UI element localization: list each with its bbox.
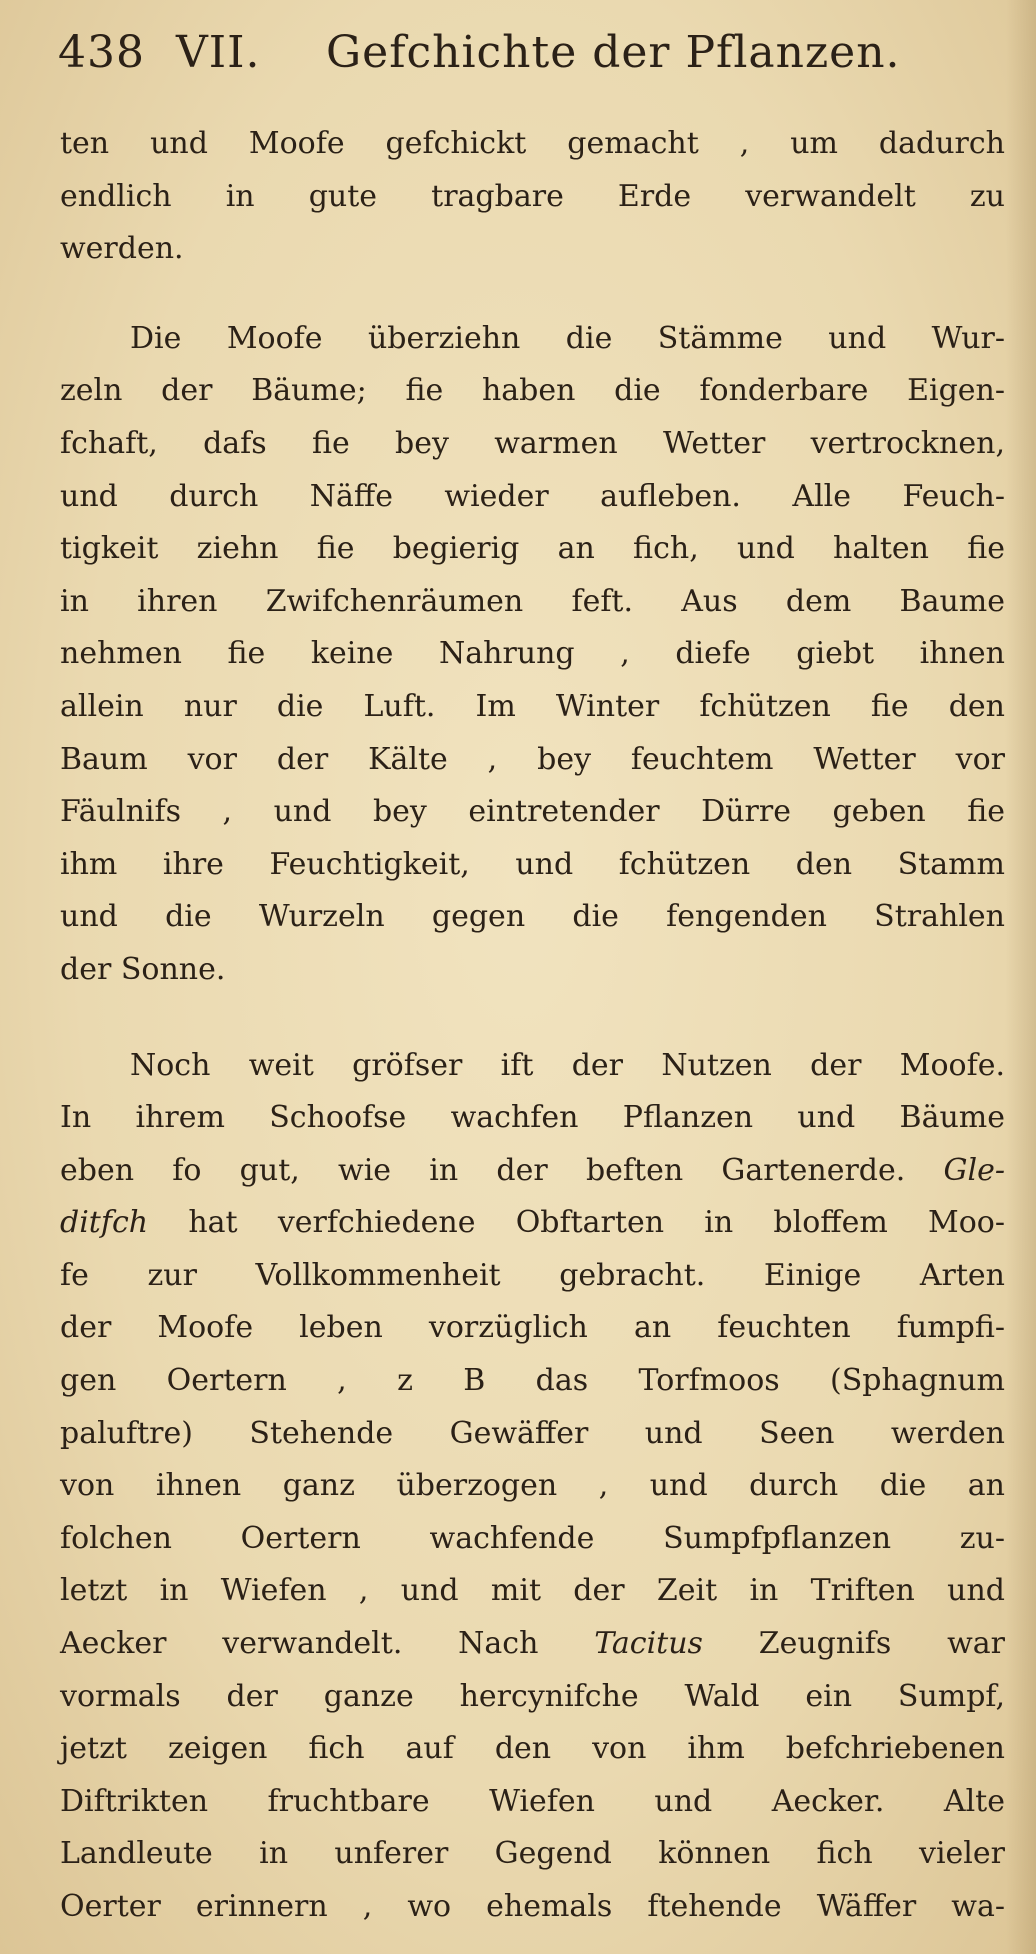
text-line: Diftrikten fruchtbare Wiefen und Aecker. Alte (60, 1783, 1005, 1819)
text-span: Aecker verwandelt. Nach (60, 1626, 539, 1662)
text-line: zeln der Bäume; fie haben die fonderbare Eigen- (60, 373, 1005, 409)
text-line: letzt in Wiefen , und mit der Zeit in Triften und (60, 1573, 1005, 1609)
text-line: und die Wurzeln gegen die fengenden Strahlen (60, 899, 1005, 935)
text-line: fchaft, dafs fie bey warmen Wetter vertrocknen, (60, 425, 1005, 461)
text-span: hat verfchiedene Obftarten in bloffem Moo- (188, 1205, 1005, 1241)
text-line: In ihrem Schoofse wachfen Pflanzen und Bäume (60, 1100, 1005, 1136)
text-line: allein nur die Luft. Im Winter fchützen fie den (60, 688, 1005, 724)
text-span: Zeugnifs war (758, 1626, 1005, 1662)
text-line: jetzt zeigen fich auf den von ihm befchriebenen (60, 1731, 1005, 1767)
text-line: gen Oertern , z B das Torfmoos (Sphagnum (60, 1363, 1005, 1399)
text-line: folchen Oertern wachfende Sumpfpflanzen zu- (60, 1520, 1005, 1556)
text-line: Noch weit gröfser ift der Nutzen der Moofe. (130, 1047, 1005, 1083)
running-title: Gefchichte der Pflanzen. (326, 27, 901, 78)
paragraph-gap (60, 276, 1005, 313)
text-line: und durch Näffe wieder aufleben. Alle Feuch- (60, 478, 1005, 514)
text-line: ten und Moofe gefchickt gemacht , um dadurch (60, 126, 1005, 161)
text-line: endlich in gute tragbare Erde verwandelt zu (60, 178, 1005, 214)
italic-name-tacitus: Tacitus (594, 1626, 703, 1662)
text-line: ihm ihre Feuchtigkeit, und fchützen den Stamm (60, 846, 1005, 882)
text-line: paluftre) Stehende Gewäffer und Seen werden (60, 1415, 1005, 1451)
text-line-with-italic (60, 1197, 1005, 1250)
page-edge-shadow (1006, 0, 1036, 1954)
text-line-with-italic (60, 1618, 1005, 1671)
text-line: Baum vor der Kälte , bey feuchtem Wetter vor (60, 741, 1005, 777)
text-line: fe zur Vollkommenheit gebracht. Einige Arten (60, 1257, 1005, 1293)
italic-name-gleditsch: ditfch (60, 1205, 149, 1241)
italic-name-gleditsch: Gle- (943, 1152, 1005, 1188)
text-line: Landleute in unferer Gegend können fich vieler (60, 1836, 1005, 1872)
text-line: tigkeit ziehn fie begierig an fich, und halten fie (60, 531, 1005, 567)
running-header (58, 18, 1018, 88)
page-number: 438 (58, 27, 145, 78)
text-line: Oerter erinnern , wo ehemals ftehende Wäffer wa- (60, 1889, 1005, 1924)
text-line: vormals der ganze hercynifche Wald ein Sumpf, (60, 1678, 1005, 1714)
text-line: von ihnen ganz überzogen , und durch die an (60, 1468, 1005, 1504)
paragraph-gap (60, 997, 1005, 1040)
chapter-number: VII. (176, 27, 261, 78)
body-text (60, 118, 1005, 1934)
text-span: eben fo gut, wie in der beften Gartenerde. (60, 1152, 906, 1188)
text-line: Die Moofe überziehn die Stämme und Wur- (130, 320, 1005, 356)
text-line: in ihren Zwifchenräumen feft. Aus dem Baume (60, 583, 1005, 619)
text-line: Fäulnifs , und bey eintretender Dürre geben fie (60, 794, 1005, 830)
text-line: der Moofe leben vorzüglich an feuchten fumpfi- (60, 1310, 1005, 1346)
text-line: nehmen fie keine Nahrung , diefe giebt ihnen (60, 636, 1005, 672)
text-line: werden. (60, 231, 184, 267)
text-line-with-italic (60, 1145, 1005, 1198)
text-line: der Sonne. (60, 951, 226, 987)
